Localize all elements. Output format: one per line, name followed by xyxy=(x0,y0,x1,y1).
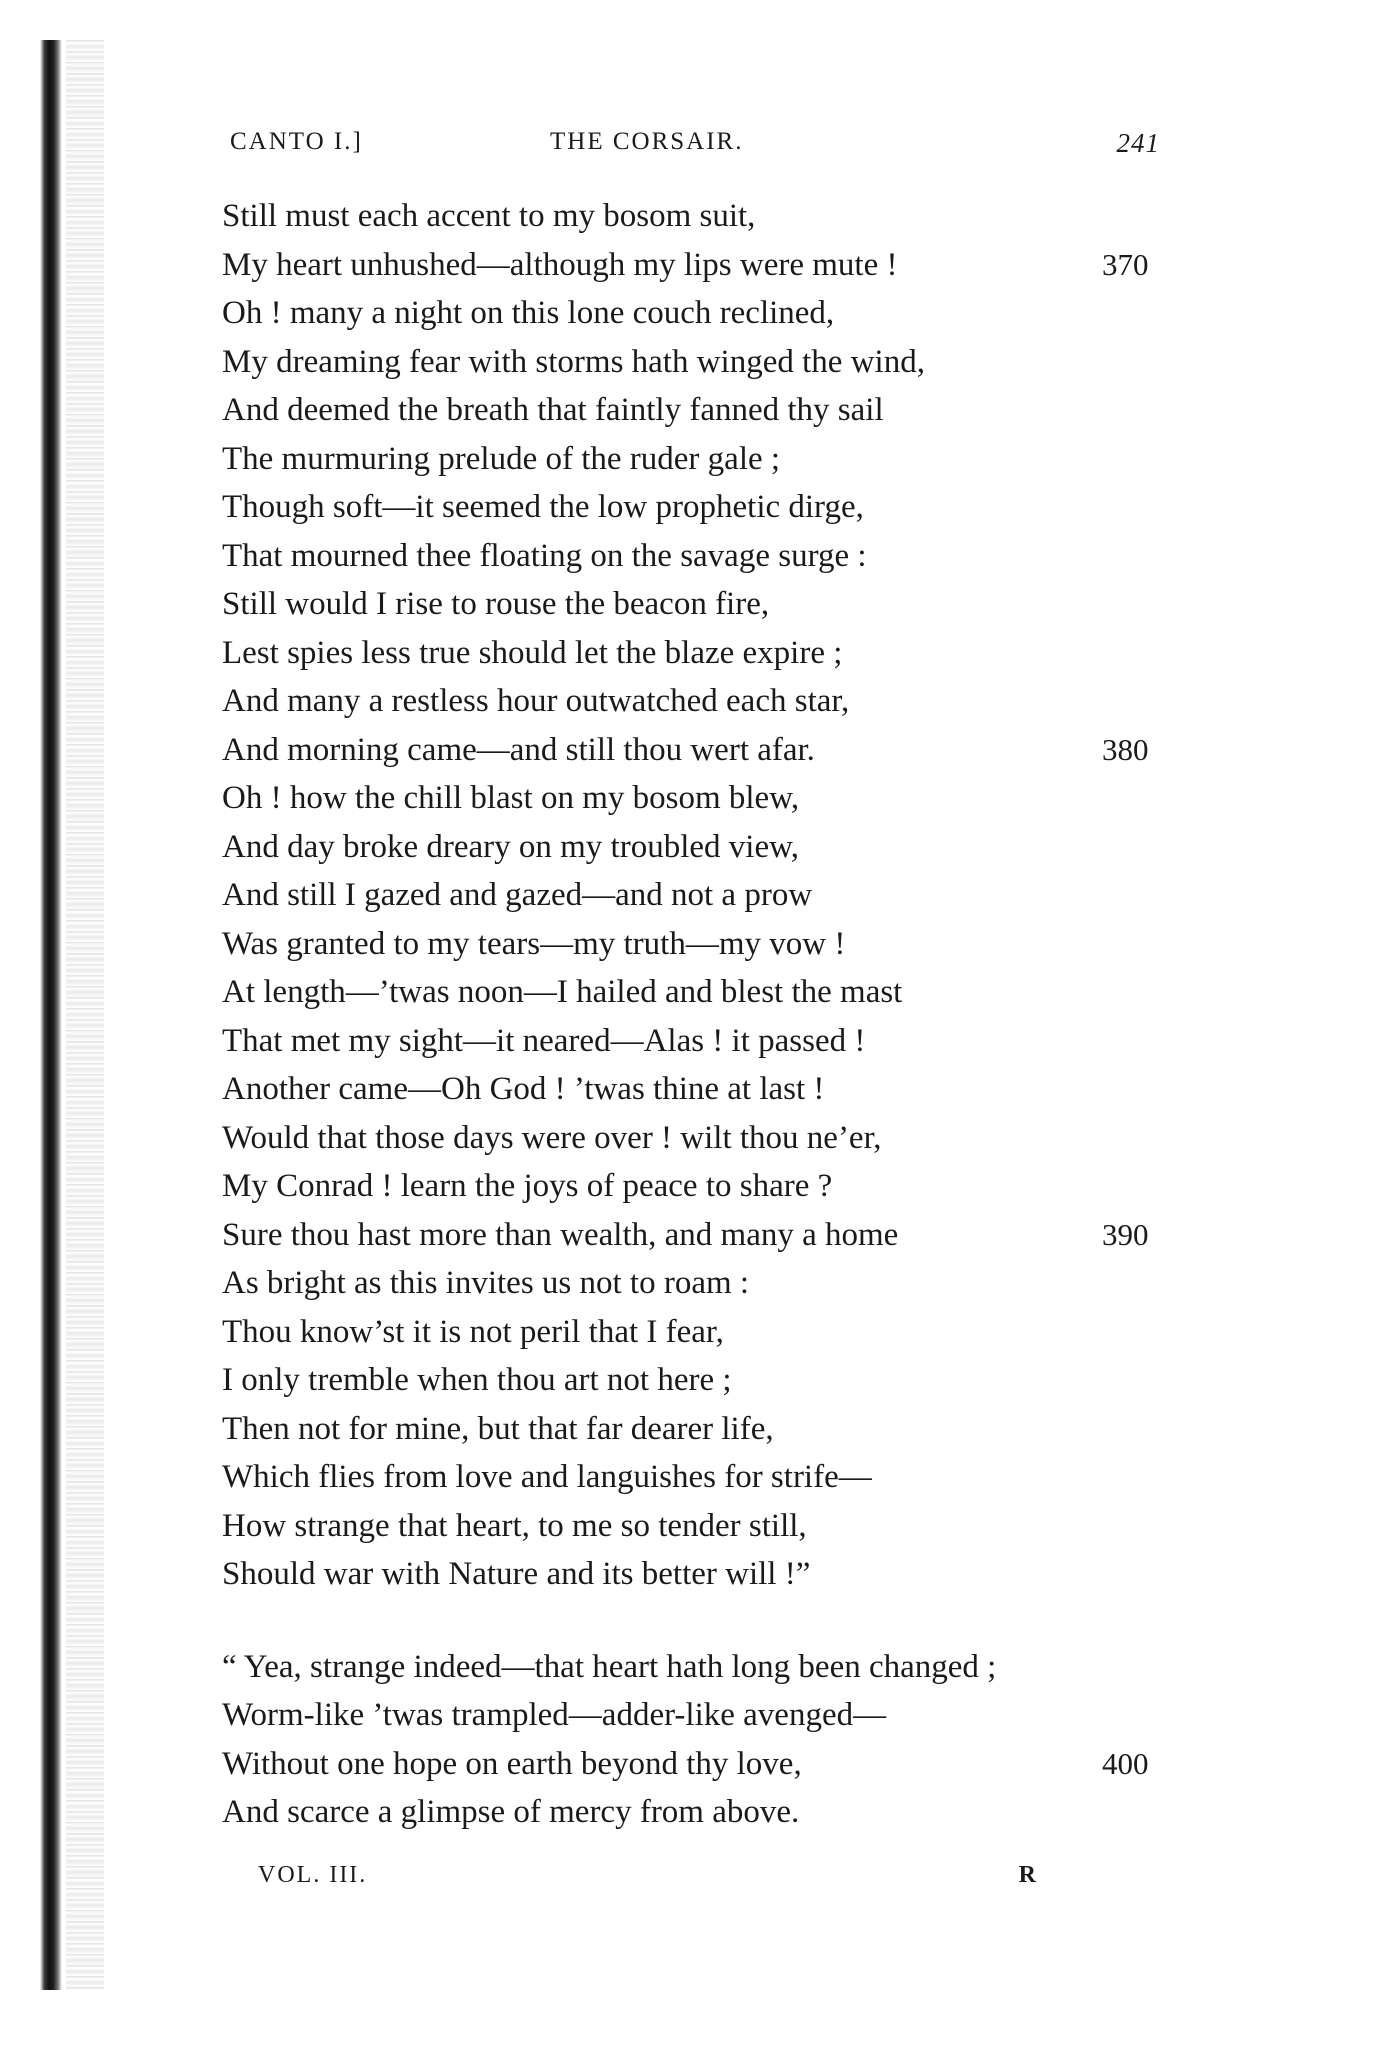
verse-line xyxy=(222,871,1182,920)
verse-line xyxy=(222,483,1182,532)
verse-line-text: The murmuring prelude of the ruder gale ; xyxy=(222,440,781,477)
verse-line-text: Then not for mine, but that far dearer life, xyxy=(222,1410,774,1447)
verse-line xyxy=(222,1065,1182,1114)
line-number: 390 xyxy=(1102,1216,1149,1252)
verse-line xyxy=(222,774,1182,823)
verse-line xyxy=(222,338,1182,387)
verse-line xyxy=(222,1691,1182,1740)
verse-block xyxy=(222,192,1182,1837)
verse-line xyxy=(222,1740,1182,1789)
binding-texture xyxy=(66,40,104,1990)
verse-line xyxy=(222,1502,1182,1551)
verse-line xyxy=(222,580,1182,629)
page-number: 241 xyxy=(1116,128,1160,158)
verse-line-text: Oh ! how the chill blast on my bosom blew, xyxy=(222,780,800,816)
verse-line-text: My heart unhushed—although my lips were mute ! xyxy=(222,246,898,283)
verse-line-text: Would that those days were over ! wilt thou ne’er, xyxy=(222,1119,882,1156)
stanza xyxy=(222,1643,1182,1837)
verse-line-text: Oh ! many a night on this lone couch reclined, xyxy=(222,295,835,331)
verse-line-text: And many a restless hour outwatched each star, xyxy=(222,683,850,719)
book-binding-shadow xyxy=(40,40,62,1990)
signature-mark: R xyxy=(1018,1862,1038,1888)
verse-line-text: Thou know’st it is not peril that I fear, xyxy=(222,1313,724,1350)
verse-line-text: That mourned thee floating on the savage surge : xyxy=(222,537,867,574)
verse-line xyxy=(222,1643,1182,1692)
verse-line xyxy=(222,386,1182,435)
stanza xyxy=(222,192,1182,1599)
verse-line xyxy=(222,1356,1182,1405)
running-head xyxy=(230,128,1160,164)
line-number: 380 xyxy=(1102,731,1149,767)
verse-line-text: As bright as this invites us not to roam : xyxy=(222,1265,750,1301)
verse-line xyxy=(222,192,1182,241)
verse-line xyxy=(222,726,1182,775)
verse-line-text: That met my sight—it neared—Alas ! it passed ! xyxy=(222,1022,866,1059)
verse-line-text: At length—’twas noon—I hailed and blest the mast xyxy=(222,974,903,1010)
line-number: 400 xyxy=(1102,1745,1149,1781)
verse-line-text: Worm-like ’twas trampled—adder-like avenged— xyxy=(222,1697,887,1733)
verse-line-text: Still must each accent to my bosom suit, xyxy=(222,198,756,234)
verse-line-text: Was granted to my tears—my truth—my vow ! xyxy=(222,925,846,962)
verse-line-text: “ Yea, strange indeed—that heart hath long been changed ; xyxy=(222,1648,997,1685)
verse-line-text: Which flies from love and languishes for strife— xyxy=(222,1459,872,1495)
verse-line xyxy=(222,435,1182,484)
verse-line-text: Lest spies less true should let the blaze expire ; xyxy=(222,634,843,671)
verse-line xyxy=(222,677,1182,726)
verse-line-text: Still would I rise to rouse the beacon fire, xyxy=(222,586,770,622)
verse-line-text: I only tremble when thou art not here ; xyxy=(222,1362,732,1398)
verse-line-text: Without one hope on earth beyond thy love, xyxy=(222,1745,802,1782)
verse-line xyxy=(222,532,1182,581)
verse-line-text: And still I gazed and gazed—and not a prow xyxy=(222,877,813,913)
running-head-canto: CANTO I.] xyxy=(230,128,363,155)
verse-line xyxy=(222,920,1182,969)
verse-line xyxy=(222,1017,1182,1066)
verse-line-text: And morning came—and still thou wert afar. xyxy=(222,731,815,768)
running-head-title: THE CORSAIR. xyxy=(550,128,744,155)
verse-line-text: And deemed the breath that faintly fanned thy sail xyxy=(222,392,884,428)
verse-line-text: And scarce a glimpse of mercy from above. xyxy=(222,1794,800,1830)
volume-label: VOL. III. xyxy=(258,1862,368,1888)
verse-line-text: Though soft—it seemed the low prophetic dirge, xyxy=(222,489,864,525)
verse-line xyxy=(222,241,1182,290)
verse-line xyxy=(222,1211,1182,1260)
verse-line-text: Another came—Oh God ! ’twas thine at last ! xyxy=(222,1071,825,1107)
verse-line-text: Sure thou hast more than wealth, and many a home xyxy=(222,1216,899,1253)
verse-line xyxy=(222,1405,1182,1454)
verse-line xyxy=(222,1114,1182,1163)
line-number: 370 xyxy=(1102,246,1149,282)
verse-line-text: How strange that heart, to me so tender still, xyxy=(222,1507,807,1544)
verse-line-text: My dreaming fear with storms hath winged the wind, xyxy=(222,343,925,380)
verse-line xyxy=(222,823,1182,872)
page-footer xyxy=(258,1862,1038,1898)
verse-line xyxy=(222,629,1182,678)
verse-line xyxy=(222,1788,1182,1837)
verse-line xyxy=(222,1308,1182,1357)
verse-line-text: And day broke dreary on my troubled view, xyxy=(222,828,800,865)
stanza-break xyxy=(222,1599,1182,1643)
verse-line xyxy=(222,1453,1182,1502)
verse-line xyxy=(222,968,1182,1017)
verse-line-text: Should war with Nature and its better will !” xyxy=(222,1556,811,1592)
verse-line xyxy=(222,289,1182,338)
verse-line xyxy=(222,1259,1182,1308)
verse-line-text: My Conrad ! learn the joys of peace to share ? xyxy=(222,1168,833,1204)
verse-line xyxy=(222,1550,1182,1599)
verse-line xyxy=(222,1162,1182,1211)
